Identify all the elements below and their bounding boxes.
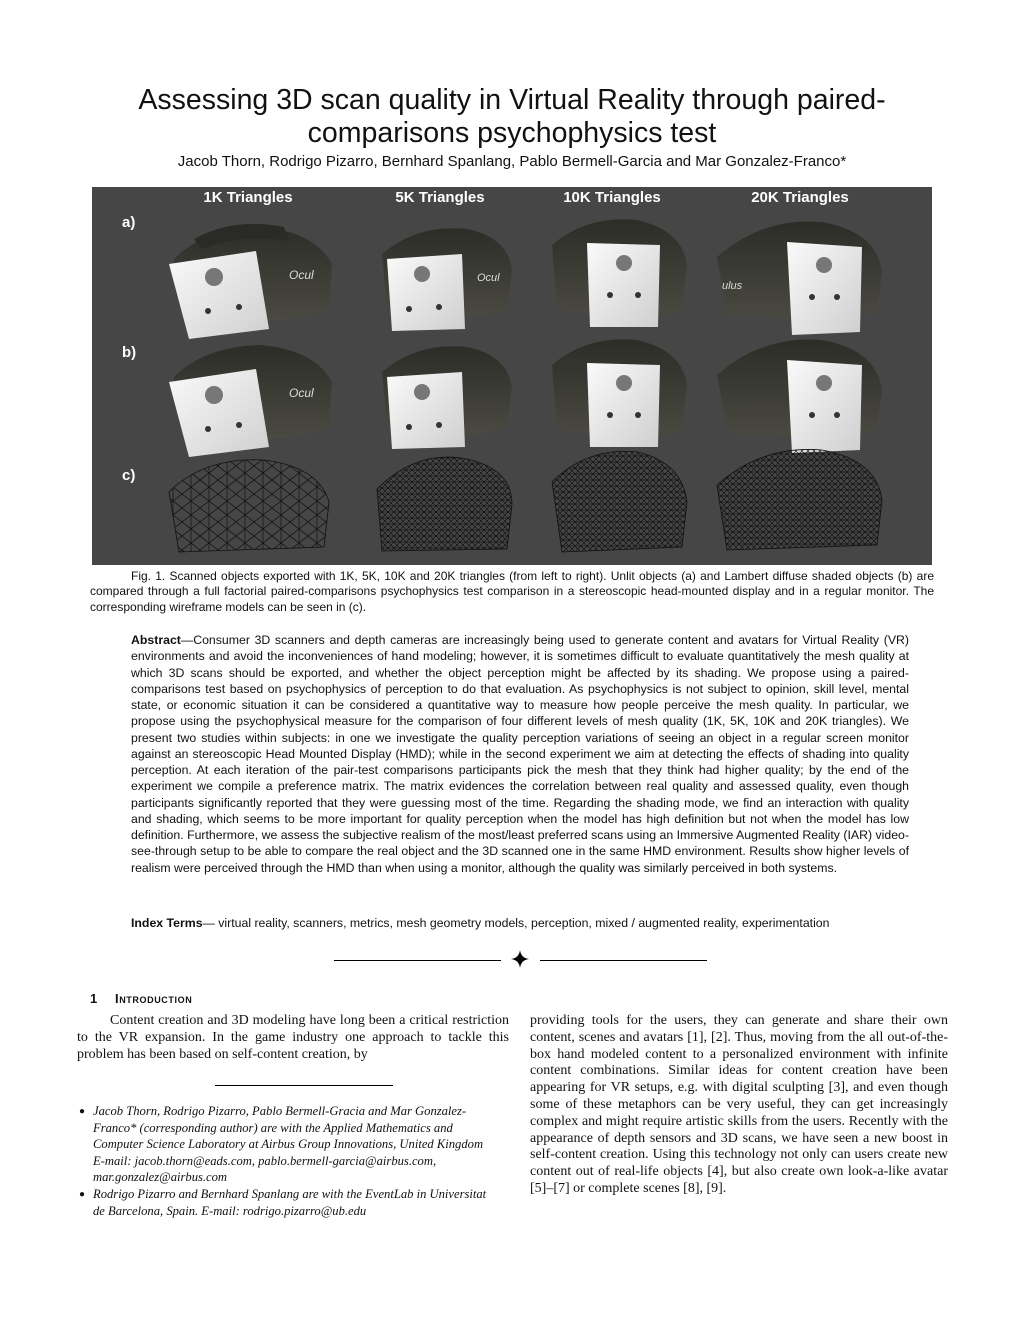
index-terms-label: Index Terms [131, 916, 203, 930]
separator-star-icon [511, 950, 529, 968]
headset-10k-unlit [542, 215, 692, 343]
footnote-2: Rodrigo Pizarro and Bernhard Spanlang are with the EventLab in Universitat de Barcelona, Spain. E-mail: rodrigo.pizarro@ub.edu [93, 1187, 487, 1218]
headset-5k-shaded [367, 337, 517, 462]
svg-text:Ocul: Ocul [289, 268, 314, 282]
abstract-label: Abstract [131, 633, 181, 647]
intro-paragraph-1: Content creation and 3D modeling have long been a critical restriction to the VR expansion. In the game industry one approach to tackle this problem has been based on self-content creation, by [77, 1013, 509, 1062]
footnote-bullet-2: ● [79, 1189, 86, 1200]
section-title: Introduction [115, 991, 193, 1006]
svg-text:ulus: ulus [722, 280, 743, 292]
intro-paragraph-2: providing tools for the users, they can generate and share their own content, scenes and avatars [1], [2]. Thus, moving from the all out-of-the-box hand modeled content to a personalized environment with infinite content combinations. Similar ideas for content creation have been appearing for VR setups, e.g. with digital sculpting [3], and even though some of these metaphors can be very useful, they can get increasingly complex and might require artistic skills from the users. Recently with the appearance of depth sensors and 3D scans, we have seen a new boost in self-content creation. Using this technology not only can users create new content out of real-life objects [4], but also create own look-a-like avatar [5]–[7] or complete scenes [8], [9]. [530, 1013, 948, 1196]
index-terms [131, 916, 921, 930]
headset-5k-unlit [367, 219, 517, 344]
row-label-a: a) [122, 214, 136, 231]
abstract-text: —Consumer 3D scanners and depth cameras are increasingly being used to generate content and avatars for Virtual Reality (VR) environments and avoid the inconveniences of hand modeling; however, it is sometimes difficult to evaluate quantitatively the mesh quality at which 3D scans should be exported, and whether the object perception might be affected by its shading. We propose using a paired-comparisons test based on psychophysics of perception to do that evaluation. As psychophysics is not subject to opinion, skill level, mental state, or economic situation it can be considered a quantitative way to measure how people perceive the mesh quality. In particular, we propose using the psychophysical measure for the comparison of four different levels of mesh quality (1K, 5K, 10K and 20K triangles). We present two studies within subjects: in one we investigate the quality perception variations of seeing an object in a regular screen monitor against an stereoscopic Head Mounted Display (HMD); while in the second experiment we aim at detecting the effects of shading into quality perception. At each iteration of the pair-test comparisons participants pick the mesh that they think had higher quality; by the end of the experiment we compile a preference matrix. The matrix evidences the correlation between real quality and assessed quality, even though participants significantly reported that they were guessing most of the time. Regarding the shading mode, we find an interaction with quality and shading, which seems to be more important for quality perception when the model has high definition but not when the model has low definition. Furthermore, we assess the subjective realism of the most/least preferred scans using an Immersive Augmented Reality (IAR) video-see-through setup to be able to compare the real object and the 3D scanned one in the same HMD environment. Results show higher levels of realism were perceived through the HMD than when using a monitor, although the quality was similarly perceived in both systems. [131, 633, 909, 875]
svg-text:Ocul: Ocul [289, 386, 314, 400]
headset-1k-unlit [164, 219, 334, 344]
wireframe-5k [367, 449, 517, 561]
wireframe-1k [164, 452, 334, 562]
row-label-b: b) [122, 344, 137, 361]
column-header-1k: 1K Triangles [203, 189, 293, 206]
row-label-c: c) [122, 467, 136, 484]
footnote-1: Jacob Thorn, Rodrigo Pizarro, Pablo Bermell-Gracia and Mar Gonzalez-Franco* (corresponding author) are with the Applied Mathematics and Computer Science Laboratory at Airbus Group Innovations, United Kingdom E-mail: jacob.thorn@eads.com, pablo.bermell-garcia@airbus.com, mar.gonzalez@airbus.com [93, 1104, 484, 1184]
paper-title: Assessing 3D scan quality in Virtual Reality through paired-comparisons psychophysics test [138, 84, 886, 149]
figure-caption: Fig. 1. Scanned objects exported with 1K, 5K, 10K and 20K triangles (from left to right). Unlit objects (a) and Lambert diffuse shaded objects (b) are compared through a full factorial paired-comparisons psychophysics test comparison in a stereoscopic head-mounted display and in a regular monitor. The corresponding wireframe models can be seen in (c). [90, 569, 934, 614]
separator-rule-left [334, 960, 501, 961]
index-terms-text: — virtual reality, scanners, metrics, mesh geometry models, perception, mixed / augmented reality, experimentation [202, 916, 830, 930]
footnote-rule [215, 1085, 393, 1086]
section-number: 1 [90, 991, 98, 1006]
figure-1 [92, 187, 932, 565]
svg-text:Ocul: Ocul [477, 272, 500, 284]
footnote-bullet-1: ● [79, 1106, 86, 1117]
headset-20k-unlit [712, 217, 887, 345]
column-header-10k: 10K Triangles [563, 189, 661, 206]
abstract [131, 632, 909, 876]
column-header-5k: 5K Triangles [395, 189, 485, 206]
headset-1k-shaded [164, 337, 334, 462]
headset-20k-shaded [712, 335, 887, 463]
wireframe-10k [542, 447, 692, 562]
author-list: Jacob Thorn, Rodrigo Pizarro, Bernhard Spanlang, Pablo Bermell-Garcia and Mar Gonzalez-Franco* [177, 153, 847, 170]
column-header-20k: 20K Triangles [751, 189, 849, 206]
separator-rule-right [540, 960, 707, 961]
wireframe-20k [712, 445, 887, 560]
headset-10k-shaded [542, 335, 692, 463]
